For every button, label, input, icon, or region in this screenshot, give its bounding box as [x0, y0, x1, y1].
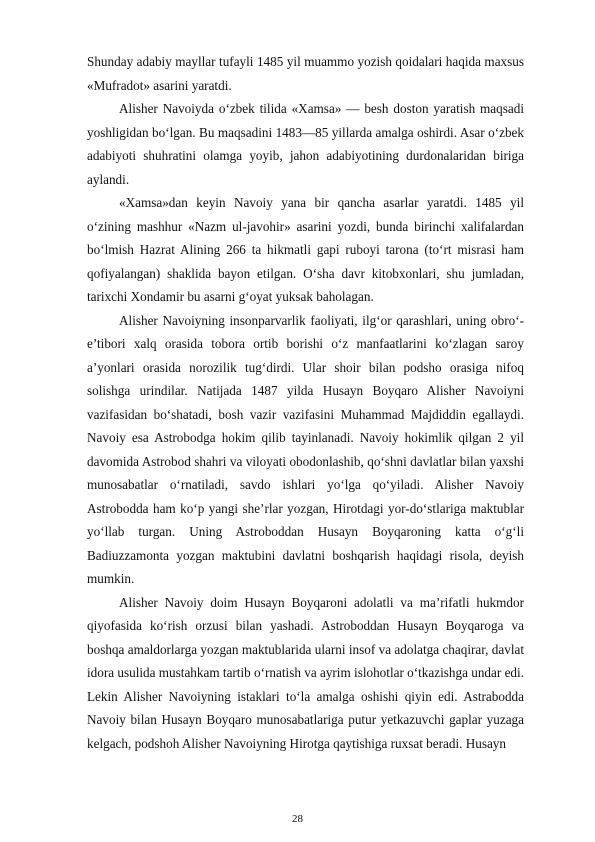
- paragraph-1: Shunday adabiy mayllar tufayli 1485 yil muammo yozish qoidalari haqida maxsus «Mufradot» asarini yaratdi.: [87, 54, 524, 93]
- paragraph-3: «Xamsa»dan keyin Navoiy yana bir qancha asarlar yaratdi. 1485 yil o‘zining mashhur «Nazm ul-javohir» asarini yozdi, bunda birinchi xalifalardan bo‘lmish Hazrat Alining 266 ta hikmatli gapi ruboyi tarona (to‘rt misrasi ham qofiyalangan) shaklida bayon etilgan. O‘sha davr kitobxonlari, shu jumladan, tarixchi Xondamir bu asarni g‘oyat yuksak baholagan.: [87, 195, 524, 304]
- page-number: 28: [292, 813, 303, 825]
- document-body: [87, 50, 524, 755]
- paragraph-4: Alisher Navoiyning insonparvarlik faoliyati, ilg‘or qarashlari, uning obro‘-e’tibori xalq orasida tobora ortib borishi o‘z manfaatlarini ko‘zlagan saroy a’yonlari orasida norozilik tug‘dirdi. Ular shoir bilan podsho orasiga nifoq solishga urindilar. Natijada 1487 yilda Husayn Boyqaro Alisher Navoiyni vazifasidan bo‘shatadi, bosh vazir vazifasini Muhammad Majdiddin egallaydi. Navoiy esa Astrobodga hokim qilib tayinlanadi. Navoiy hokimlik qilgan 2 yil davomida Astrobod shahri va viloyati obodonlashib, qo‘shni davlatlar bilan yaxshi munosabatlar o‘rnatiladi, savdo ishlari yo‘lga qo‘yiladi. Alisher Navoiy Astrobodda ham ko‘p yangi she’rlar yozgan, Hirotdagi yor-do‘stlariga maktublar yo‘llab turgan. Uning Astroboddan Husayn Boyqaroning katta o‘g‘li Badiuzzamonta yozgan maktubini davlatni boshqarish haqidagi risola, deyish mumkin.: [87, 312, 524, 586]
- paragraph-5: Alisher Navoiy doim Husayn Boyqaroni adolatli va ma’rifatli hukmdor qiyofasida ko‘rish orzusi bilan yashadi. Astroboddan Husayn Boyqaroga va boshqa amaldorlarga yozgan maktublarida ularni insof va adolatga chaqirar, davlat idora usulida mustahkam tartib o‘rnatish va ayrim islohotlar o‘tkazishga undar edi. Lekin Alisher Navoiyning istaklari to‘la amalga oshishi qiyin edi. Astrabodda Navoiy bilan Husayn Boyqaro munosabatlariga putur yetkazuvchi gaplar yuzaga kelgach, podshoh Alisher Navoiyning Hirotga qaytishiga ruxsat beradi. Husayn: [87, 594, 524, 751]
- paragraph-2: Alisher Navoiyda o‘zbek tilida «Xamsa» — besh doston yaratish maqsadi yoshligidan bo‘lgan. Bu maqsadini 1483—85 yillarda amalga oshirdi. Asar o‘zbek adabiyoti shuhratini olamga yoyib, jahon adabiyotining durdonalaridan biriga aylandi.: [87, 101, 524, 187]
